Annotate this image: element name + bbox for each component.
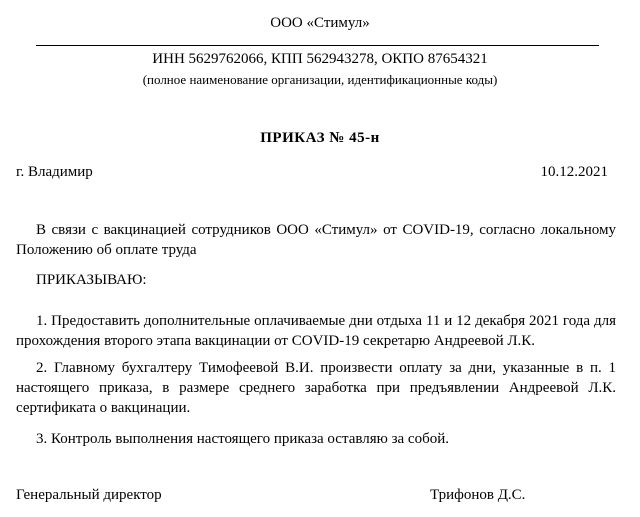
organization-codes: ИНН 5629762066, КПП 562943278, ОКПО 87654321	[152, 51, 488, 67]
document-title: ПРИКАЗ № 45-н	[260, 130, 380, 146]
document-date: 10.12.2021	[540, 164, 608, 180]
preamble-paragraph: В связи с вакцинацией сотрудников ООО «Стимул» от COVID-19, согласно локальному Положению об оплате труда	[16, 222, 616, 258]
order-item-3: 3. Контроль выполнения настоящего приказа оставляю за собой.	[36, 431, 449, 447]
document-place: г. Владимир	[16, 164, 93, 180]
signatory-name: Трифонов Д.С.	[430, 487, 526, 503]
order-item-1: 1. Предоставить дополнительные оплачиваемые дни отдыха 11 и 12 декабря 2021 года для прохождения второго этапа вакцинации от COVID-19 секретарю Андреевой Л.К.	[16, 313, 616, 349]
signatory-position: Генеральный директор	[16, 487, 162, 503]
organization-name: ООО «Стимул»	[270, 15, 370, 31]
order-item-2: 2. Главному бухгалтеру Тимофеевой В.И. произвести оплату за дни, указанные в п. 1 настоящего приказа, в размере среднего заработка при предъявлении Андреевой Л.К. сертификата о вакцинации.	[16, 360, 616, 416]
organization-codes-caption: (полное наименование организации, идентификационные коды)	[142, 72, 498, 87]
header-divider-line	[36, 45, 599, 46]
order-verb: ПРИКАЗЫВАЮ:	[36, 272, 147, 288]
